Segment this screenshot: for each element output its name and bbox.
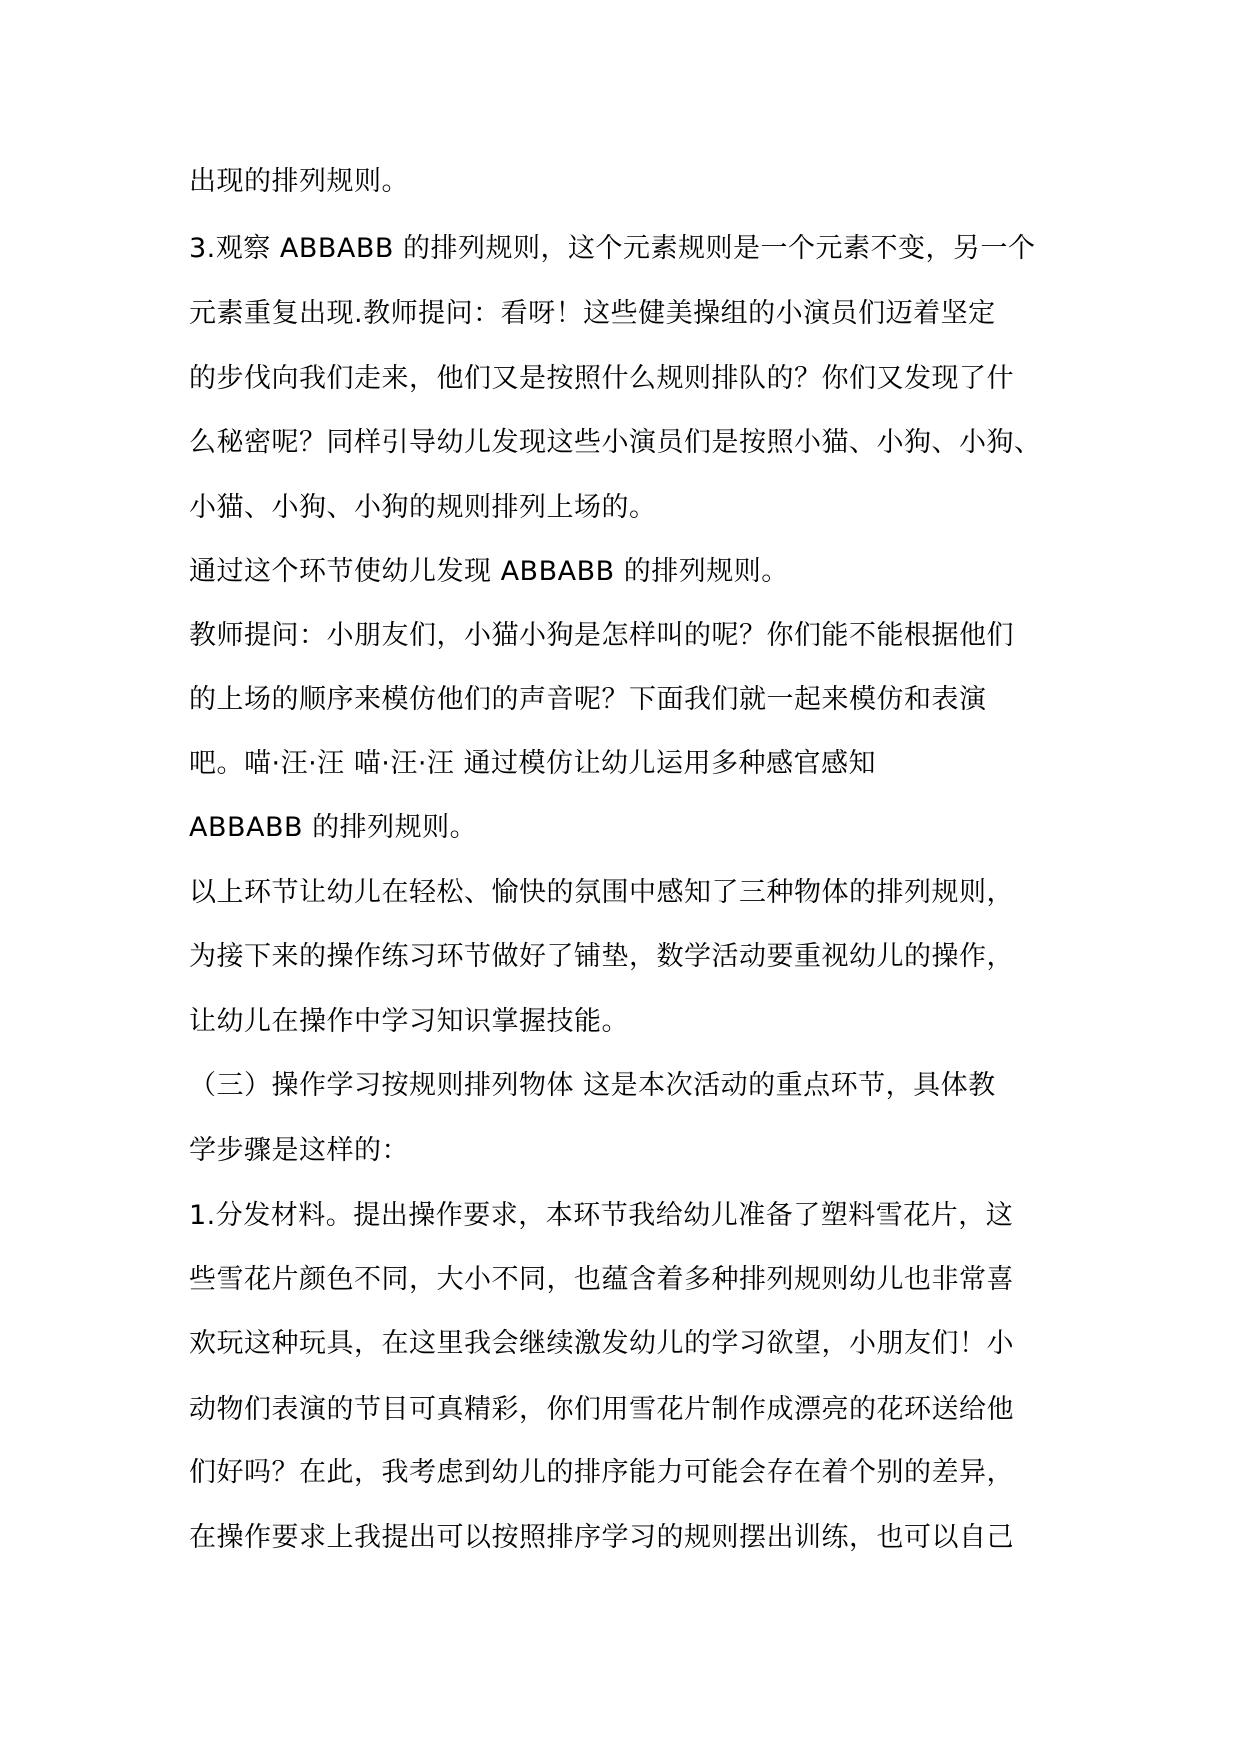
text-line: 的上场的顺序来模仿他们的声音呢？下面我们就一起来模仿和表演 [189, 684, 987, 715]
text-line: 3.观察 ABBABB 的排列规则，这个元素规则是一个元素不变，另一个 [189, 233, 1036, 264]
text-line: ABBABB 的排列规则。 [189, 812, 478, 843]
text-line: 吧。喵·汪·汪 喵·汪·汪 通过模仿让幼儿运用多种感官感知 [189, 748, 876, 779]
text-line: 为接下来的操作练习环节做好了铺垫，数学活动要重视幼儿的操作， [189, 941, 1014, 972]
text-line: 元素重复出现.教师提问：看呀！这些健美操组的小演员们迈着坚定 [189, 298, 996, 329]
text-line: 学步骤是这样的： [189, 1135, 409, 1166]
text-line: 的步伐向我们走来，他们又是按照什么规则排队的？你们又发现了什 [189, 363, 1014, 394]
text-line: 出现的排列规则。 [189, 166, 409, 197]
text-line: 以上环节让幼儿在轻松、愉快的氛围中感知了三种物体的排列规则， [189, 877, 1014, 908]
text-line: 欢玩这种玩具，在这里我会继续激发幼儿的学习欲望，小朋友们！小 [189, 1328, 1014, 1359]
text-line: 们好吗？在此，我考虑到幼儿的排序能力可能会存在着个别的差异， [189, 1457, 1014, 1488]
text-line: 让幼儿在操作中学习知识掌握技能。 [189, 1006, 629, 1037]
text-line: 些雪花片颜色不同，大小不同，也蕴含着多种排列规则幼儿也非常喜 [189, 1264, 1014, 1295]
text-line: 小猫、小狗、小狗的规则排列上场的。 [189, 492, 657, 523]
text-line: 通过这个环节使幼儿发现 ABBABB 的排列规则。 [189, 556, 789, 587]
text-line: 在操作要求上我提出可以按照排序学习的规则摆出训练，也可以自己 [189, 1522, 1014, 1553]
text-line: 教师提问：小朋友们，小猫小狗是怎样叫的呢？你们能不能根据他们 [189, 620, 1014, 651]
text-line: （三）操作学习按规则排列物体 这是本次活动的重点环节，具体教 [189, 1070, 996, 1101]
text-line: 动物们表演的节目可真精彩，你们用雪花片制作成漂亮的花环送给他 [189, 1394, 1014, 1425]
text-line: 么秘密呢？同样引导幼儿发现这些小演员们是按照小猫、小狗、小狗、 [189, 427, 1042, 458]
text-line: 1.分发材料。提出操作要求，本环节我给幼儿准备了塑料雪花片，这 [189, 1200, 1014, 1231]
